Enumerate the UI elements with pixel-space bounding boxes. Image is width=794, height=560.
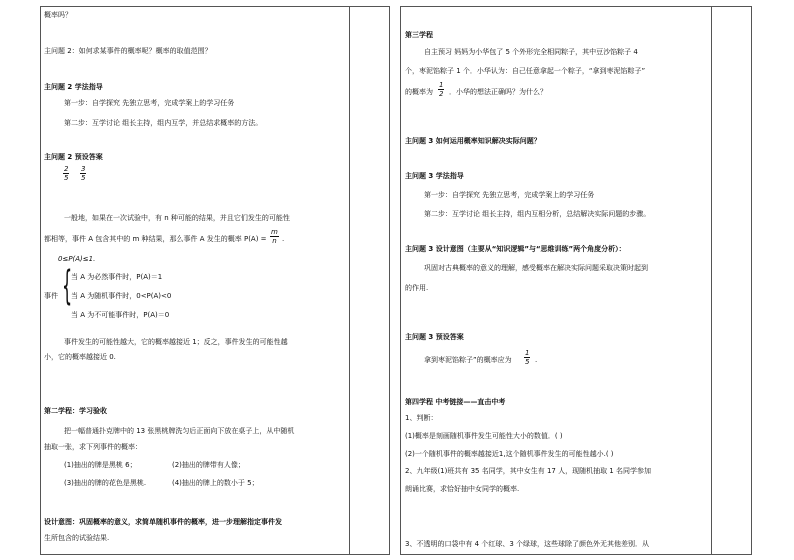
section-heading: 主问题 2 学法指导 (44, 83, 103, 91)
fraction: $\frac{1}{5}$ (525, 349, 530, 366)
text-line: 都相等，事件 A 包含其中的 m 种结果，那么事件 A 发生的概率 P(A) = (44, 235, 267, 243)
brace-icon: { (62, 263, 73, 309)
text-line: 3、不透明的口袋中有 4 个红球、3 个绿球，这些球除了颜色外无其他差别．从 (405, 540, 650, 548)
case-line: 当 A 为必然事件时，P(A)＝1 (71, 273, 163, 281)
fraction: $\frac{2}{5}$ (64, 165, 69, 182)
judgement-item: (1)概率是刻画随机事件发生可能性大小的数值．( ) (405, 432, 563, 440)
section-heading: 主问题 2 预设答案 (44, 153, 103, 161)
text-line: 一般地，如果在一次试验中，有 n 种可能的结果，并且它们发生的可能性 (64, 214, 290, 222)
fraction: $\frac{3}{5}$ (81, 165, 86, 182)
main-question-2: 主问题 2：如何求某事件的概率呢？概率的取值范围？ (44, 47, 212, 55)
text-line: 把一幅普通扑克牌中的 13 张黑桃牌洗匀后正面向下放在桌子上，从中随机 (64, 427, 295, 435)
fraction: $\frac{1}{2}$ (439, 81, 444, 98)
probability-range: 0≤P(A)≤1. (58, 255, 96, 263)
question-item: (2)抽出的牌带有人像； (172, 461, 245, 469)
text-line: 自主预习 妈妈为小华包了 5 个外形完全相同粽子，其中豆沙馅粽子 4 (424, 48, 638, 56)
text-line: 小，它的概率越接近 0. (44, 353, 116, 361)
judgement-item: (2)一个随机事件的概率越接近1,这个随机事件发生的可能性越小.( ) (405, 450, 614, 458)
text-line: 1、判断： (405, 414, 438, 422)
text-line: 朗诵比赛，求恰好抽中女同学的概率. (405, 485, 520, 493)
step-one: 第一步：自学探究 先独立思考，完成学案上的学习任务 (424, 191, 595, 199)
question-item: (4)抽出的牌上的数小于 5； (172, 479, 259, 487)
case-line: 当 A 为不可能事件时，P(A)＝0 (71, 311, 170, 319)
text-line: 个，枣泥馅粽子 1 个．小华认为：自己任意拿起一个粽子，“拿到枣泥馅粽子” (405, 67, 646, 75)
text-line: 的概率为 (405, 88, 433, 96)
main-question-3: 主问题 3 如何运用概率知识解决实际问题？ (405, 137, 541, 145)
text-line: 拿到枣泥馅粽子”的概率应为 (424, 356, 512, 364)
text-line: ．小华的想法正确吗？为什么？ (449, 88, 547, 96)
section-heading: 第三学程 (405, 31, 433, 39)
section-heading: 第四学程 中考链接——直击中考 (405, 398, 506, 406)
step-two: 第二步：互学讨论 组长主持，组内互相分析，总结解决实际问题的步骤。 (424, 210, 651, 218)
margin-rule (711, 7, 712, 554)
text-line: 2、九年级(1)班共有 35 名同学，其中女生有 17 人，现随机抽取 1 名同学参加 (405, 467, 651, 475)
margin-rule (349, 7, 350, 554)
text-line: 概率吗？ (44, 11, 72, 19)
section-heading: 主问题 3 设计意图（主要从“知识逻辑”与“思维训练”两个角度分析）： (405, 245, 626, 253)
event-label: 事件 (44, 292, 58, 300)
section-heading: 主问题 3 学法指导 (405, 172, 464, 180)
question-item: (1)抽出的牌是黑桃 6； (64, 461, 137, 469)
text-line: 抽取一张，求下列事件的概率： (44, 443, 142, 451)
step-two: 第二步：互学讨论 组长主持，组内互学，并总结求概率的方法。 (64, 119, 263, 127)
text-line: 的作用. (405, 284, 429, 292)
text-line: 巩固对古典概率的意义的理解，感受概率在解决实际问题采取决策时起到 (424, 264, 648, 272)
text-line: . (535, 356, 538, 364)
text-line: . (282, 235, 285, 243)
question-item: (3)抽出的牌的花色是黑桃. (64, 479, 147, 487)
case-line: 当 A 为随机事件时，0<P(A)<0 (71, 292, 172, 300)
text-line: 事件发生的可能性越大，它的概率越接近 1；反之，事件发生的可能性越 (64, 338, 288, 346)
fraction: $\frac{m}{n}$ (271, 228, 278, 245)
step-one: 第一步：自学探究 先独立思考，完成学案上的学习任务 (64, 99, 235, 107)
design-intent: 设计意图：巩固概率的意义，求简单随机事件的概率，进一步理解指定事件发 (44, 518, 282, 526)
section-heading: 主问题 3 预设答案 (405, 333, 464, 341)
section-heading: 第二学程：学习验收 (44, 407, 107, 415)
text-line: 生所包含的试验结果. (44, 534, 110, 542)
